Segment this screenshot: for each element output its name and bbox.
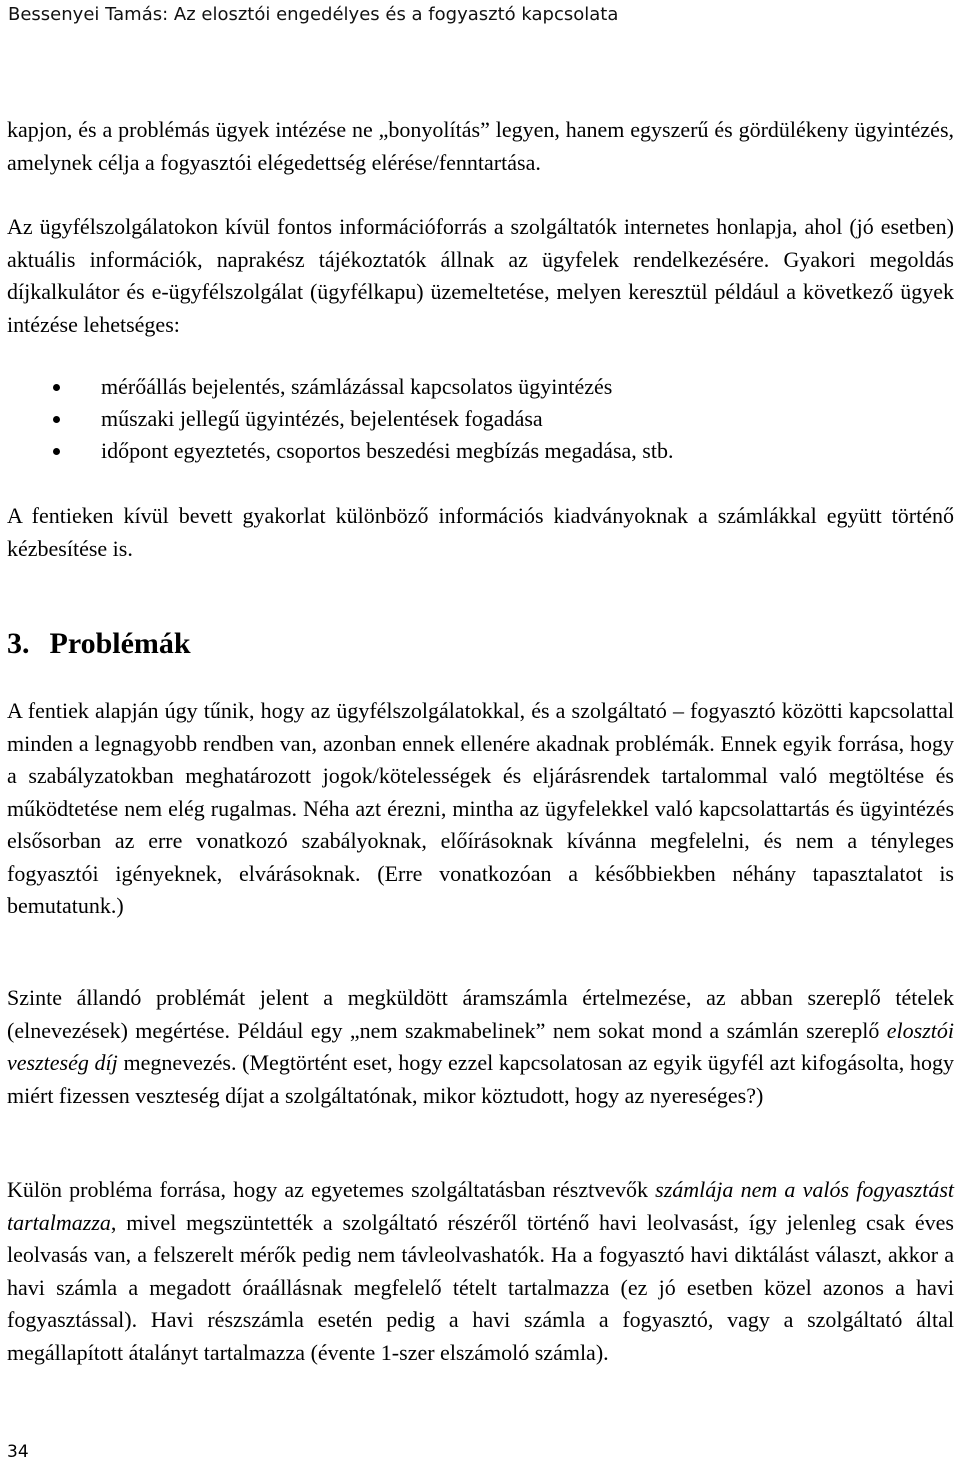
services-bullet-list	[0, 371, 954, 467]
paragraph-text: Szinte állandó problémát jelent a megküldött áramszámla értelmezése, az abban szereplő tételek (elnevezések) megértése. Például egy „nem szakmabelinek” nem sokat mond a számlán szereplő	[7, 985, 954, 1043]
section-heading	[7, 624, 191, 664]
paragraph-text: megnevezés. (Megtörtént eset, hogy ezzel kapcsolatosan az egyik ügyfél azt kifogásolta, hogy miért fizessen veszteség díjat a szolgáltatónak, mikor köztudott, hogy az nyereséges?)	[7, 1050, 954, 1108]
paragraph-bill-interpretation	[7, 982, 954, 1112]
bullet-icon	[53, 448, 60, 455]
section-title: Problémák	[49, 627, 191, 660]
section-number: 3.	[7, 627, 30, 660]
bullet-item	[0, 371, 954, 403]
emphasized-term: számlája nem a valós fogyasztást tartalmazza	[7, 1177, 954, 1235]
page-number: 34	[7, 1442, 29, 1462]
bullet-text: mérőállás bejelentés, számlázással kapcsolatos ügyintézés	[101, 374, 613, 399]
bullet-text: műszaki jellegű ügyintézés, bejelentések fogadása	[101, 406, 543, 431]
paragraph-text: Külön probléma forrása, hogy az egyetemes szolgáltatásban résztvevők	[7, 1177, 656, 1202]
paragraph-websites: Az ügyfélszolgálatokon kívül fontos információforrás a szolgáltatók internetes honlapja, ahol (jó esetben) aktuális információk, naprakész tájékoztatók állnak az ügyfelek rendelkezésére. Gyakori megoldás díjkalkulátor és e-ügyfélszolgálat (ügyfélkapu) üzemeltetése, melyen keresztül például a következő ügyek intézése lehetséges:	[7, 214, 954, 337]
emphasized-term: elosztói veszteség díj	[7, 1017, 954, 1075]
bullet-text: időpont egyeztetés, csoportos beszedési megbízás megadása, stb.	[101, 438, 674, 463]
running-header: Bessenyei Tamás: Az elosztói engedélyes és a fogyasztó kapcsolata	[8, 4, 619, 25]
paragraph-meter-reading	[7, 1174, 954, 1369]
bullet-icon	[53, 384, 60, 391]
bullet-item	[0, 435, 954, 467]
paragraph-continuation: kapjon, és a problémás ügyek intézése ne „bonyolítás” legyen, hanem egyszerű és gördülékeny ügyintézés, amelynek célja a fogyasztói elégedettség elérése/fenntartása.	[7, 117, 954, 175]
bullet-icon	[53, 416, 60, 423]
paragraph-text: , mivel megszüntették a szolgáltató részéről történő havi leolvasást, így jelenleg csak éves leolvasás van, a felszerelt mérők pedig nem távleolvashatók. Ha a fogyasztó havi diktálást választ, akkor a havi számla a megadott óraállásnak megfelelő tételt tartalmazza (ez jó esetben közel azonos a havi fogyasztással). Havi részszámla esetén pedig a havi számla a fogyasztó, vagy a szolgáltató által megállapított átalányt tartalmazza (évente 1-szer elszámoló számla).	[7, 1209, 954, 1365]
bullet-item	[0, 403, 954, 435]
paragraph-problems-intro: A fentiek alapján úgy tűnik, hogy az ügyfélszolgálatokkal, és a szolgáltató – fogyasztó közötti kapcsolattal minden a legnagyobb rendben van, azonban ennek ellenére akadnak problémák. Ennek egyik forrása, hogy a szabályzatokban meghatározott jogok/kötelességek és eljárásrendek tartalommal való megtöltése és működtetése nem elég rugalmas. Néha azt érezni, mintha az ügyfelekkel való kapcsolattartás és ügyintézés elsősorban az erre vonatkozó szabályoknak, előírásoknak kívánna megfelelni, és nem a tényleges fogyasztói igényeknek, elvárásoknak. (Erre vonatkozóan a későbbiekben néhány tapasztalatot is bemutatunk.)	[7, 698, 954, 918]
paragraph-publications: A fentieken kívül bevett gyakorlat különböző információs kiadványoknak a számlákkal együtt történő kézbesítése is.	[7, 503, 954, 561]
